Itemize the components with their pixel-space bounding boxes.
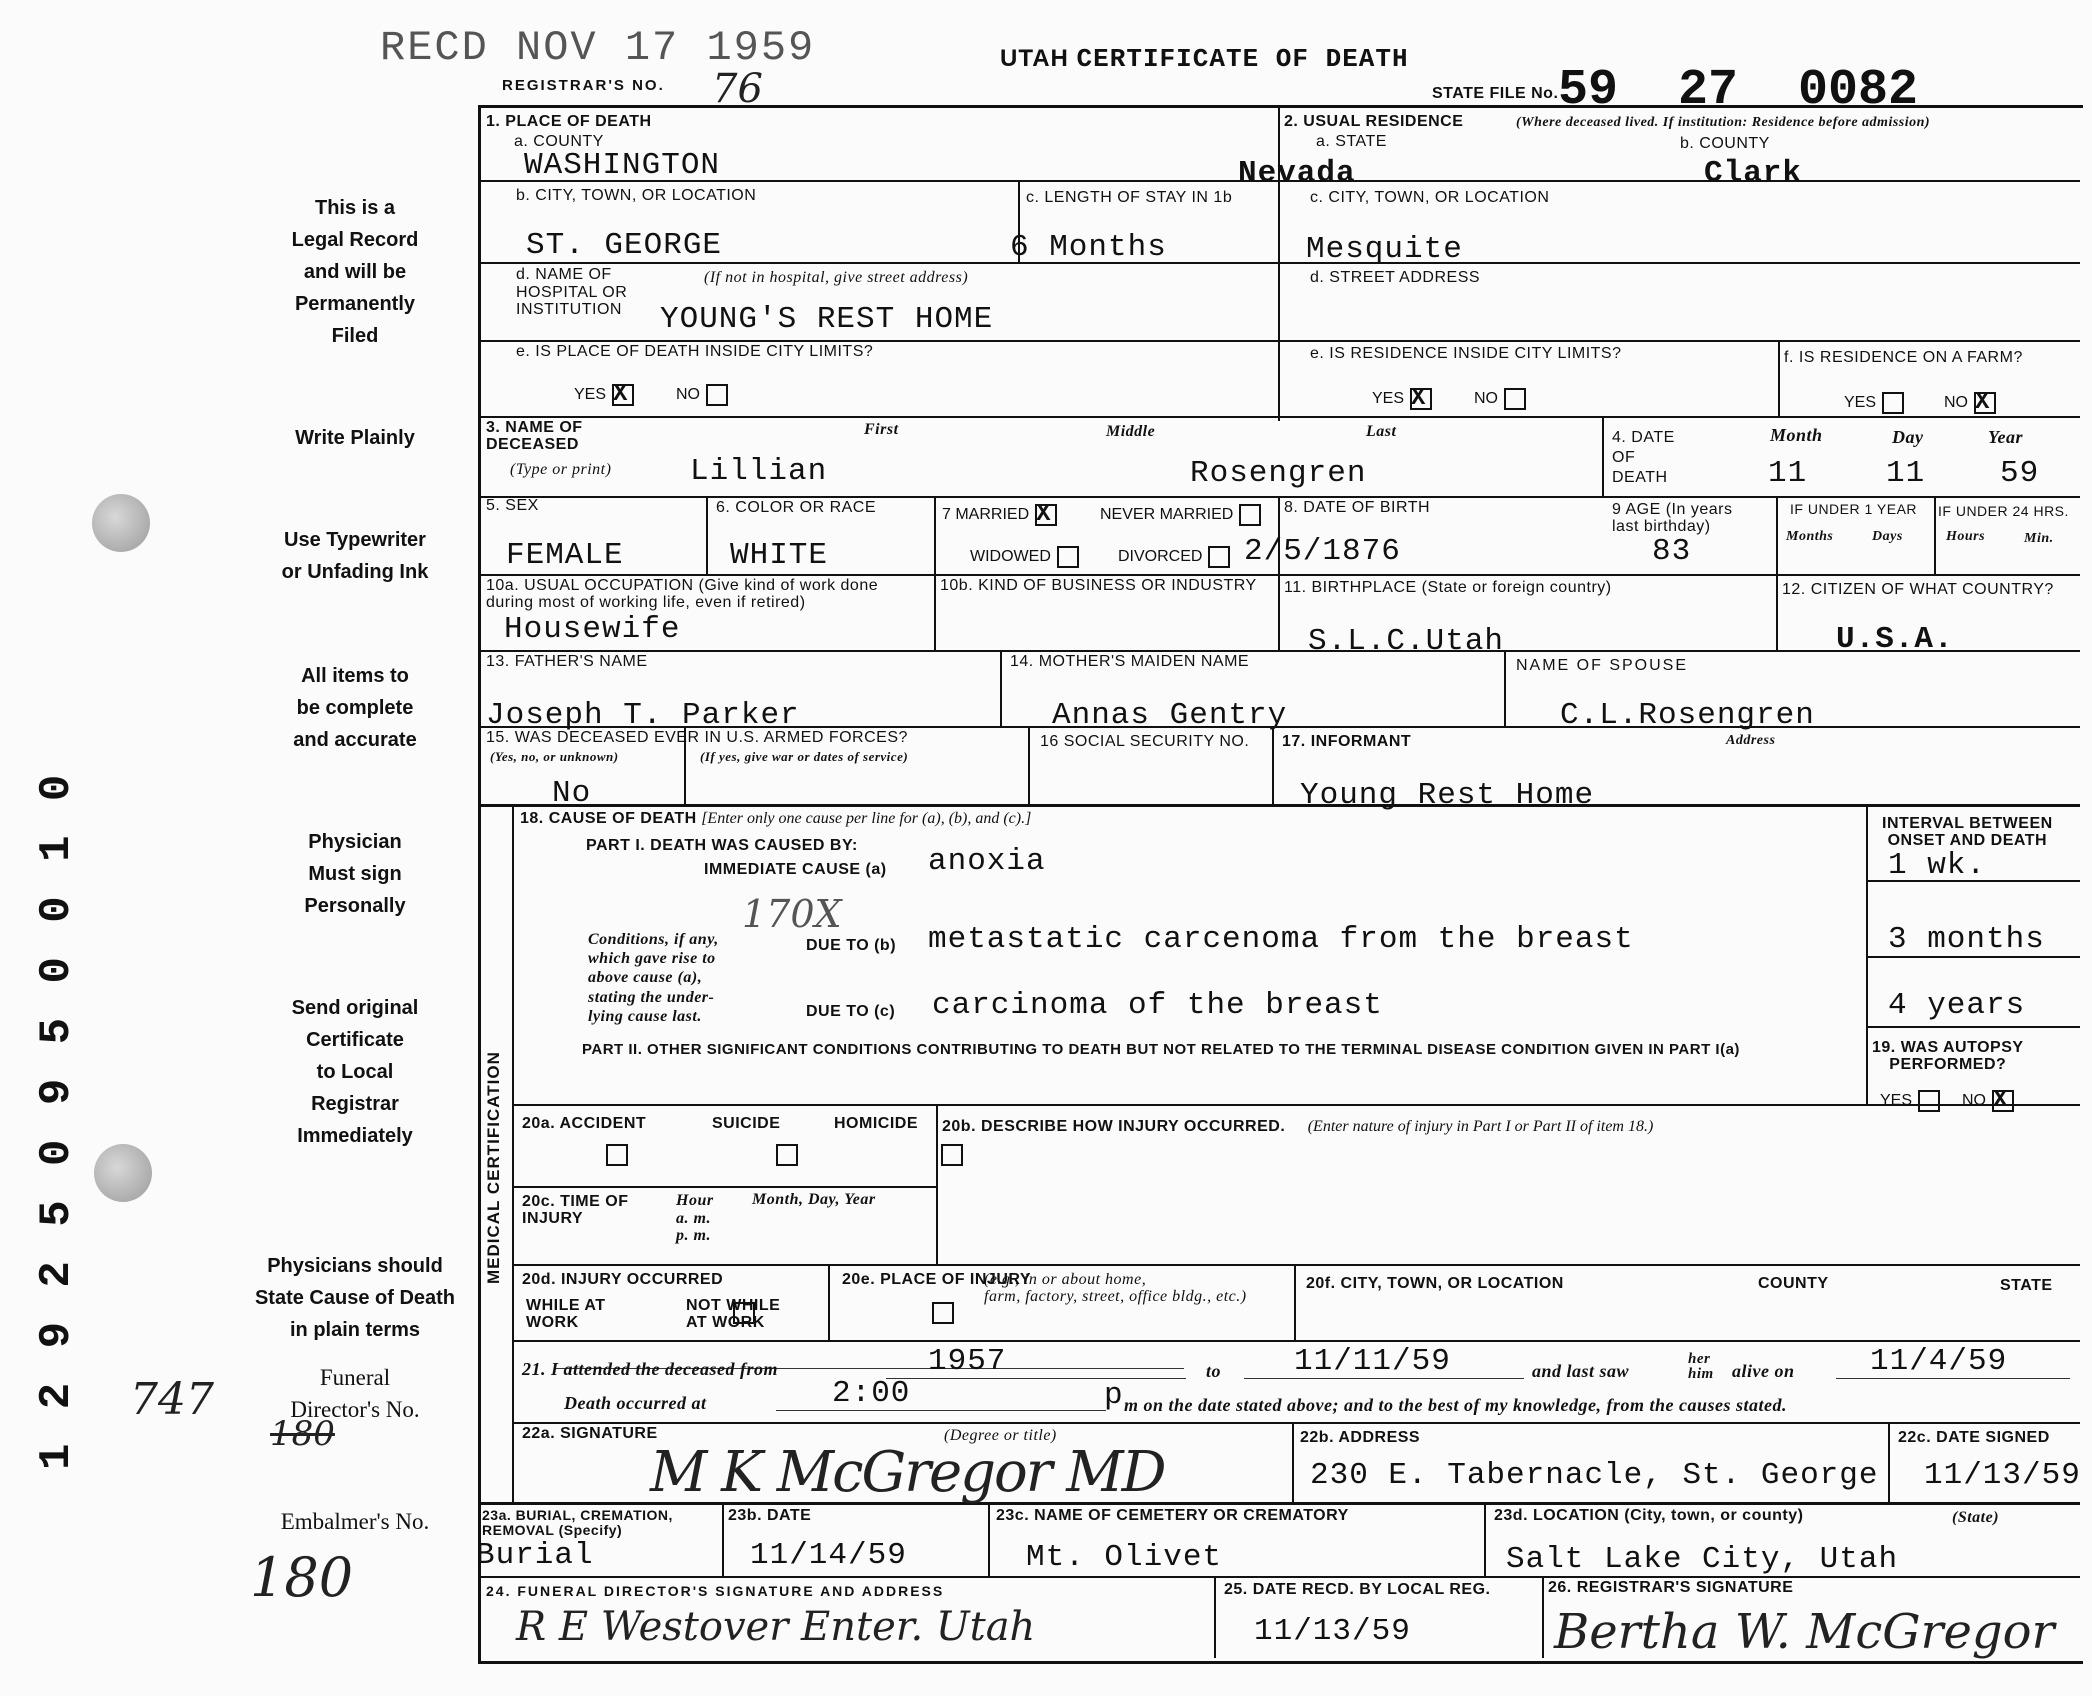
injury-city-label: 20f. CITY, TOWN, OR LOCATION — [1306, 1275, 1564, 1292]
hours-label: Hours — [1946, 529, 1986, 544]
time-of-injury-label: 20c. TIME OF INJURY — [522, 1193, 629, 1227]
due-to-c-label: DUE TO (c) — [806, 1003, 896, 1020]
interval-a: 1 wk. — [1888, 848, 1987, 883]
yes-text: YES — [1844, 394, 1877, 412]
informant-address-label: Address — [1726, 733, 1776, 748]
residence-inside-limits-yes[interactable] — [1372, 388, 1432, 410]
cemetery-name: Mt. Olivet — [1026, 1540, 1223, 1575]
residence-inside-limits-no[interactable] — [1474, 388, 1526, 410]
funeral-director-struck-no: 180 — [270, 1414, 335, 1454]
mother-label: 14. MOTHER'S MAIDEN NAME — [1010, 653, 1250, 670]
injury-occurred-label: 20d. INJURY OCCURRED — [522, 1271, 724, 1288]
checkbox[interactable] — [1208, 546, 1230, 568]
cause-label: 18. CAUSE OF DEATH — [520, 810, 697, 827]
city-label: b. CITY, TOWN, OR LOCATION — [516, 187, 757, 204]
immediate-cause-label: IMMEDIATE CAUSE (a) — [704, 861, 887, 878]
checkbox-checked[interactable] — [1035, 504, 1057, 526]
never-married-option[interactable] — [1100, 504, 1261, 526]
disposition-label: 23a. BURIAL, CREMATION, REMOVAL (Specify) — [482, 1507, 673, 1538]
residence-city-label: c. CITY, TOWN, OR LOCATION — [1310, 189, 1550, 206]
yes-text: YES — [574, 386, 607, 404]
sex-value: FEMALE — [506, 538, 624, 573]
checkbox[interactable] — [1882, 392, 1904, 414]
last-name: Rosengren — [1190, 456, 1367, 491]
state-file-label: STATE FILE No. — [1432, 85, 1559, 102]
date-of-death-label: 4. DATE OF DEATH — [1612, 429, 1675, 486]
checkbox[interactable] — [1239, 504, 1261, 526]
informant-value: Young Rest Home — [1300, 778, 1595, 813]
not-while-at-work-label: NOT WHILE AT WORK — [686, 1297, 781, 1331]
death-statement: m on the date stated above; and to the best of my knowledge, from the causes stated. — [1124, 1395, 1787, 1415]
stay-label: c. LENGTH OF STAY IN 1b — [1026, 189, 1233, 206]
no-text: NO — [1962, 1092, 1986, 1110]
yes-text: YES — [1372, 390, 1405, 408]
last-saw-label: and last saw — [1532, 1361, 1630, 1381]
registrar-sig-label: 26. REGISTRAR'S SIGNATURE — [1548, 1579, 1794, 1596]
burial-date: 11/14/59 — [750, 1538, 907, 1573]
month-day-year-label: Month, Day, Year — [752, 1191, 876, 1208]
residence-county: Clark — [1704, 156, 1803, 191]
interval-b: 3 months — [1888, 922, 2045, 957]
divorced-text: DIVORCED — [1118, 548, 1203, 566]
death-county: WASHINGTON — [524, 148, 721, 183]
death-time: 2:00 — [832, 1376, 911, 1411]
sidebar-complete: All items to be complete and accurate — [293, 665, 417, 751]
spouse-name: C.L.Rosengren — [1560, 698, 1815, 733]
due-to-b: metastatic carcenoma from the breast — [928, 922, 1634, 957]
attended-to: 11/11/59 — [1294, 1344, 1451, 1379]
armed-forces-label: 15. WAS DECEASED EVER IN U.S. ARMED FORCES? — [486, 729, 908, 746]
last-saw-date: 11/4/59 — [1870, 1344, 2008, 1379]
never-married-text: NEVER MARRIED — [1100, 506, 1234, 524]
residence-state-label: a. STATE — [1316, 133, 1387, 150]
citizen-value: U.S.A. — [1836, 622, 1954, 657]
checkbox-checked[interactable] — [612, 384, 634, 406]
accident-label: 20a. ACCIDENT — [522, 1115, 647, 1132]
injury-state-label: STATE — [2000, 1277, 2053, 1294]
no-text: NO — [676, 386, 700, 404]
date-recd: 11/13/59 — [1254, 1614, 1411, 1649]
cause-note: [Enter only one cause per line for (a), (b), and (c).] — [701, 810, 1032, 827]
race-label: 6. COLOR OR RACE — [716, 499, 877, 516]
embalmer-label: Embalmer's No. — [280, 1509, 430, 1534]
homicide-checkbox[interactable] — [941, 1144, 963, 1166]
sidebar-legal: This is a Legal Record and will be Permanently Filed — [291, 197, 419, 347]
autopsy-yes[interactable] — [1880, 1090, 1940, 1112]
occupation-label: 10a. USUAL OCCUPATION (Give kind of work done during most of working life, even if retired) — [486, 577, 879, 611]
under-1-year-label: IF UNDER 1 YEAR — [1790, 501, 1918, 517]
residence-city: Mesquite — [1306, 232, 1463, 267]
date-signed-label: 22c. DATE SIGNED — [1898, 1429, 2050, 1446]
checkbox-checked[interactable] — [1974, 392, 1996, 414]
citizen-label: 12. CITIZEN OF WHAT COUNTRY? — [1782, 581, 2054, 598]
suicide-checkbox[interactable] — [776, 1144, 798, 1166]
coding-note: 170X — [742, 892, 842, 936]
physician-signature: M K McGregor MD — [650, 1440, 1165, 1505]
length-of-stay: 6 Months — [1010, 230, 1167, 265]
residence-label: 2. USUAL RESIDENCE — [1284, 113, 1464, 130]
year-label: Year — [1988, 427, 2023, 447]
while-at-work-label: WHILE AT WORK — [526, 1297, 606, 1331]
sidebar-write: Write Plainly — [295, 427, 415, 449]
certificate-title — [1000, 44, 1409, 74]
race-value: WHITE — [730, 538, 829, 573]
hospital-name: YOUNG'S REST HOME — [660, 302, 994, 337]
first-label: First — [864, 421, 899, 438]
spouse-label: NAME OF SPOUSE — [1516, 657, 1689, 674]
place-of-death-label: 1. PLACE OF DEATH — [486, 113, 652, 130]
yes-text: YES — [1880, 1092, 1913, 1110]
hospital-label: d. NAME OF HOSPITAL OR INSTITUTION — [516, 266, 628, 319]
cause-of-death-heading — [520, 810, 1031, 828]
farm-no[interactable] — [1944, 392, 1996, 414]
registrar-no-label: REGISTRAR'S NO. — [502, 77, 665, 94]
funeral-director-label: Funeral Director's No. — [290, 1365, 420, 1422]
widowed-option[interactable] — [970, 546, 1079, 568]
registrar-signature: Bertha W. McGregor — [1554, 1604, 2055, 1660]
received-stamp: RECD NOV 17 1959 — [380, 24, 816, 72]
embalmer-no: 180 — [250, 1546, 354, 1609]
signature-label: 22a. SIGNATURE — [522, 1425, 658, 1442]
divorced-option[interactable] — [1118, 546, 1230, 568]
punch-hole-bottom — [94, 1144, 152, 1202]
farm-label: f. IS RESIDENCE ON A FARM? — [1784, 349, 2023, 366]
death-occurred-label: Death occurred at — [564, 1393, 707, 1413]
birthplace-label: 11. BIRTHPLACE (State or foreign country) — [1284, 579, 1612, 596]
funeral-director-sig-label: 24. FUNERAL DIRECTOR'S SIGNATURE AND ADDRESS — [486, 1583, 945, 1599]
immediate-cause: anoxia — [928, 844, 1046, 879]
due-to-b-label: DUE TO (b) — [806, 937, 897, 954]
checkbox[interactable] — [706, 384, 728, 406]
state-file-no: 59 27 0082 — [1558, 62, 1919, 119]
business-label: 10b. KIND OF BUSINESS OR INDUSTRY — [940, 577, 1257, 594]
injury-how-label: 20b. DESCRIBE HOW INJURY OCCURRED. — [942, 1118, 1286, 1135]
mother-name: Annas Gentry — [1052, 698, 1288, 733]
father-name: Joseph T. Parker — [486, 698, 800, 733]
attended-from: 1957 — [928, 1344, 1007, 1379]
last-label: Last — [1366, 423, 1397, 440]
punch-hole-top — [92, 494, 150, 552]
funeral-director-signature: R E Westover Enter. Utah — [516, 1604, 1036, 1650]
death-city: ST. GEORGE — [526, 228, 723, 263]
physician-address: 230 E. Tabernacle, St. George — [1310, 1458, 1879, 1493]
type-or-print-label: (Type or print) — [510, 461, 612, 478]
date-signed: 11/13/59 — [1924, 1458, 2081, 1493]
part2-label: PART II. OTHER SIGNIFICANT CONDITIONS CONTRIBUTING TO DEATH BUT NOT RELATED TO THE TERMINAL DISEASE CONDITION GIVEN IN PART I(a) — [582, 1041, 1740, 1058]
inside-limits-label: e. IS PLACE OF DEATH INSIDE CITY LIMITS? — [516, 343, 874, 360]
cemetery-label: 23c. NAME OF CEMETERY OR CREMATORY — [996, 1507, 1349, 1524]
hospital-note: (If not in hospital, give street address) — [704, 269, 969, 286]
sidebar-physician: Physician Must sign Personally — [304, 831, 406, 917]
burial-location-label: 23d. LOCATION (City, town, or county) — [1494, 1507, 1804, 1524]
age-value: 83 — [1652, 534, 1692, 569]
ssn-label: 16 SOCIAL SECURITY NO. — [1040, 733, 1250, 750]
to-label: to — [1206, 1361, 1222, 1381]
sidebar-physicians-should: Physicians should State Cause of Death in plain terms — [254, 1255, 456, 1341]
place-of-injury-label: 20e. PLACE OF INJURY — [842, 1271, 1032, 1288]
interval-c: 4 years — [1888, 988, 2026, 1023]
married-text: 7 MARRIED — [942, 506, 1030, 524]
date-of-birth: 2/5/1876 — [1244, 534, 1401, 569]
day-label: Day — [1892, 427, 1924, 447]
informant-label: 17. INFORMANT — [1282, 733, 1412, 750]
checkbox-checked[interactable] — [1992, 1090, 2014, 1112]
first-name: Lillian — [690, 454, 828, 489]
street-address-label: d. STREET ADDRESS — [1310, 269, 1481, 286]
hour-label: Hour a. m. p. m. — [676, 1192, 714, 1245]
interval-label: INTERVAL BETWEEN ONSET AND DEATH — [1882, 815, 2053, 849]
occupation-value: Housewife — [504, 612, 681, 647]
burial-location: Salt Lake City, Utah — [1506, 1542, 1899, 1577]
name-of-deceased-label: 3. NAME OF DECEASED — [486, 419, 583, 453]
autopsy-label: 19. WAS AUTOPSY PERFORMED? — [1872, 1039, 2024, 1073]
vertical-document-number: 1 2 9 2 5 0 9 5 0 0 1 0 — [32, 770, 82, 1470]
age-label: 9 AGE (In years last birthday) — [1612, 501, 1733, 535]
sidebar-typewriter: Use Typewriter or Unfading Ink — [281, 529, 429, 583]
degree-label: (Degree or title) — [944, 1427, 1057, 1444]
death-year: 59 — [2000, 456, 2040, 491]
checkbox[interactable] — [1918, 1090, 1940, 1112]
injury-county-label: COUNTY — [1758, 1275, 1829, 1292]
middle-label: Middle — [1106, 423, 1156, 440]
suicide-label: SUICIDE — [712, 1115, 781, 1132]
date-recd-label: 25. DATE RECD. BY LOCAL REG. — [1224, 1581, 1491, 1598]
injury-how-heading — [942, 1118, 1653, 1136]
residence-state: Nevada — [1238, 156, 1356, 191]
sex-label: 5. SEX — [486, 497, 539, 514]
death-day: 11 — [1886, 456, 1926, 491]
married-option[interactable] — [942, 504, 1057, 526]
death-inside-limits-no[interactable] — [676, 384, 728, 406]
place-of-injury-note: (e.g., in or about home, farm, factory, street, office bldg., etc.) — [984, 1271, 1247, 1305]
funeral-director-no: 747 — [130, 1374, 214, 1425]
checkbox-checked[interactable] — [1410, 388, 1432, 410]
no-text: NO — [1944, 394, 1968, 412]
days-label: Days — [1872, 529, 1903, 544]
armed-forces-sub2: (If yes, give war or dates of service) — [700, 749, 909, 764]
no-text: NO — [1474, 390, 1498, 408]
title-main: CERTIFICATE OF DEATH — [1076, 44, 1409, 74]
registrar-no: 76 — [712, 66, 763, 112]
burial-date-label: 23b. DATE — [728, 1507, 812, 1524]
widowed-text: WIDOWED — [970, 548, 1051, 566]
accident-checkbox[interactable] — [606, 1144, 628, 1166]
death-month: 11 — [1768, 456, 1808, 491]
armed-forces-value: No — [552, 776, 592, 811]
checkbox[interactable] — [1057, 546, 1079, 568]
county-label: a. COUNTY — [514, 133, 604, 150]
autopsy-no[interactable] — [1962, 1090, 2014, 1112]
months-label: Months — [1786, 529, 1834, 544]
residence-inside-limits-label: e. IS RESIDENCE INSIDE CITY LIMITS? — [1310, 345, 1622, 362]
month-label: Month — [1770, 425, 1823, 445]
armed-forces-sub: (Yes, no, or unknown) — [490, 749, 619, 764]
address-label: 22b. ADDRESS — [1300, 1429, 1421, 1446]
injury-how-note: (Enter nature of injury in Part I or Part II of item 18.) — [1307, 1118, 1654, 1135]
certificate-form — [478, 105, 2083, 1664]
part1-label: PART I. DEATH WAS CAUSED BY: — [586, 837, 858, 854]
conditions-label: Conditions, if any, which gave rise to above cause (a), stating the under- lying cause last. — [588, 931, 719, 1025]
medical-certification-label: MEDICAL CERTIFICATION — [484, 1051, 503, 1284]
due-to-c: carcinoma of the breast — [932, 988, 1383, 1023]
residence-note: (Where deceased lived. If institution: Residence before admission) — [1516, 115, 1931, 130]
title-prefix: UTAH — [1000, 45, 1069, 72]
death-am-pm: p — [1104, 1378, 1124, 1413]
homicide-label: HOMICIDE — [834, 1115, 918, 1132]
checkbox[interactable] — [1504, 388, 1526, 410]
father-label: 13. FATHER'S NAME — [486, 653, 648, 670]
death-inside-limits-yes[interactable] — [574, 384, 634, 406]
dob-label: 8. DATE OF BIRTH — [1284, 499, 1431, 516]
min-label: Min. — [2024, 531, 2054, 546]
birthplace-value: S.L.C.Utah — [1308, 624, 1505, 659]
alive-on-label: alive on — [1732, 1361, 1795, 1381]
farm-yes[interactable] — [1844, 392, 1904, 414]
sidebar-send: Send original Certificate to Local Registrar Immediately — [291, 997, 419, 1147]
attended-label: 21. I attended the deceased from — [522, 1359, 778, 1379]
her-him-label: her him — [1688, 1351, 1714, 1382]
disposition-value: Burial — [476, 1538, 594, 1573]
residence-county-label: b. COUNTY — [1680, 135, 1770, 152]
burial-state-label: (State) — [1952, 1509, 2000, 1526]
under-24-hrs-label: IF UNDER 24 HRS. — [1938, 503, 2069, 519]
